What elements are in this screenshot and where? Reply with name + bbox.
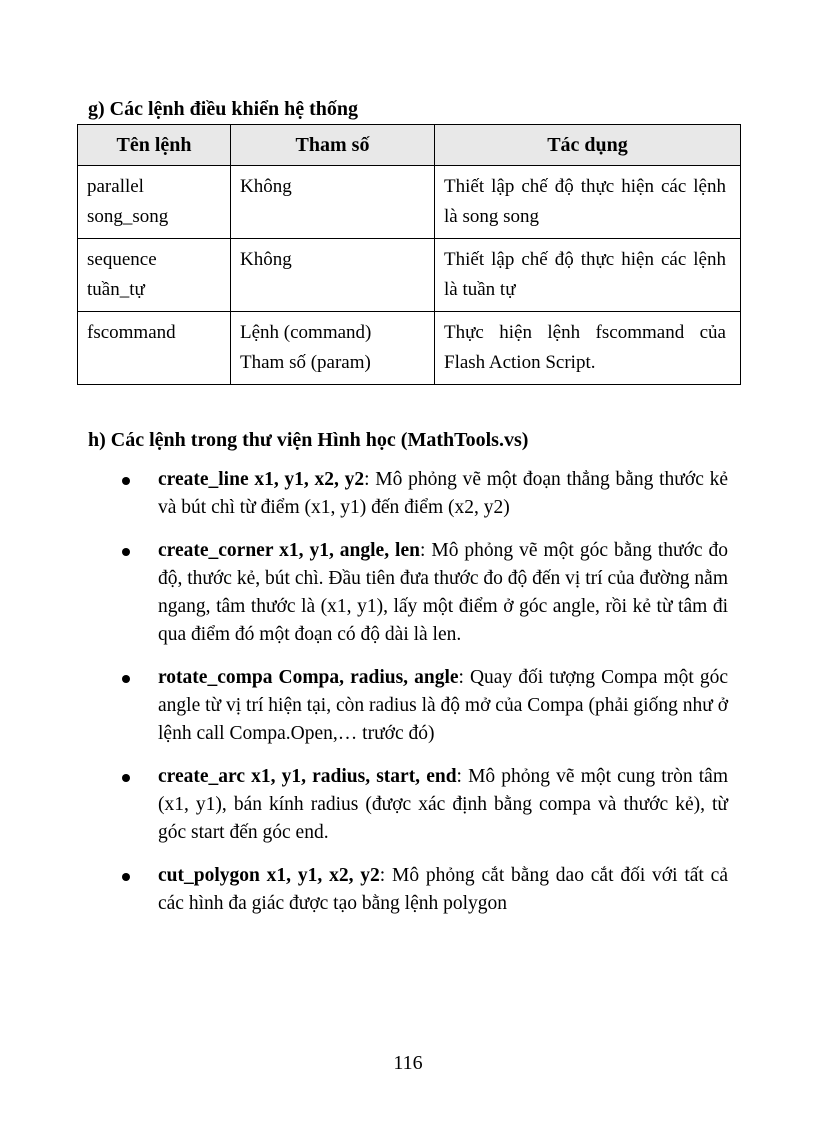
effect-cell: Thiết lập chế độ thực hiện các lệnh là tuần tự [435, 239, 741, 312]
command-name-line: parallel [87, 176, 144, 197]
parameter-line: Không [240, 176, 292, 197]
command-signature: rotate_compa Compa, radius, angle [158, 667, 459, 688]
command-name-cell [78, 239, 231, 312]
list-item [118, 763, 728, 847]
parameter-line: Không [240, 249, 292, 270]
table-row [78, 312, 741, 385]
command-description: : Quay đối tượng Compa một góc angle từ vị trí hiện tại, còn radius là độ mở của Compa (phải giống như ở lệnh call Compa.Open,… trước đó) [158, 667, 728, 744]
list-item [118, 862, 728, 918]
parameters-cell [231, 239, 435, 312]
command-description: : Mô phỏng cắt bằng dao cắt đối với tất cả các hình đa giác được tạo bằng lệnh polygon [158, 865, 728, 914]
command-description: : Mô phỏng vẽ một đoạn thẳng bằng thước kẻ và bút chì từ điểm (x1, y1) đến điểm (x2, y2) [158, 469, 728, 518]
command-name-line: fscommand [87, 322, 176, 343]
bullet-icon [122, 774, 130, 782]
command-name-line: tuần_tự [87, 279, 145, 300]
command-signature: create_line x1, y1, x2, y2 [158, 469, 365, 490]
command-signature: create_arc x1, y1, radius, start, end [158, 766, 457, 787]
table-header-row [78, 125, 741, 166]
bullet-icon [122, 548, 130, 556]
header-parameters: Tham số [231, 125, 435, 166]
system-commands-table [77, 124, 741, 385]
parameters-cell [231, 166, 435, 239]
command-name-line: sequence [87, 249, 157, 270]
effect-cell: Thiết lập chế độ thực hiện các lệnh là song song [435, 166, 741, 239]
parameter-line: Tham số (param) [240, 352, 371, 373]
list-item [118, 537, 728, 649]
command-signature: cut_polygon x1, y1, x2, y2 [158, 865, 380, 886]
bullet-icon [122, 873, 130, 881]
command-signature: create_corner x1, y1, angle, len [158, 540, 420, 561]
command-description: : Mô phỏng vẽ một cung tròn tâm (x1, y1), bán kính radius (được xác định bằng compa và thước kẻ), từ góc start đến góc end. [158, 766, 728, 843]
section-h-title: h) Các lệnh trong thư viện Hình học (MathTools.vs) [88, 429, 529, 451]
geometry-commands-list [118, 466, 728, 933]
table-row [78, 239, 741, 312]
table-row [78, 166, 741, 239]
bullet-icon [122, 477, 130, 485]
bullet-icon [122, 675, 130, 683]
header-command-name: Tên lệnh [78, 125, 231, 166]
page-number: 116 [393, 1052, 423, 1074]
list-item [118, 664, 728, 748]
header-effect: Tác dụng [435, 125, 741, 166]
command-name-cell [78, 312, 231, 385]
parameters-cell [231, 312, 435, 385]
command-name-line: song_song [87, 206, 169, 227]
parameter-line: Lệnh (command) [240, 322, 372, 343]
command-name-cell [78, 166, 231, 239]
command-description: : Mô phỏng vẽ một góc bằng thước đo độ, thước kẻ, bút chì. Đầu tiên đưa thước đo độ đến vị trí của đường nằm ngang, tâm thước là (x1, y1), lấy một điểm ở góc angle, rồi kẻ từ tâm đi qua điểm đó một đoạn có độ dài là len. [158, 540, 728, 645]
section-g-title: g) Các lệnh điều khiển hệ thống [88, 98, 359, 120]
list-item [118, 466, 728, 522]
effect-cell: Thực hiện lệnh fscommand của Flash Action Script. [435, 312, 741, 385]
